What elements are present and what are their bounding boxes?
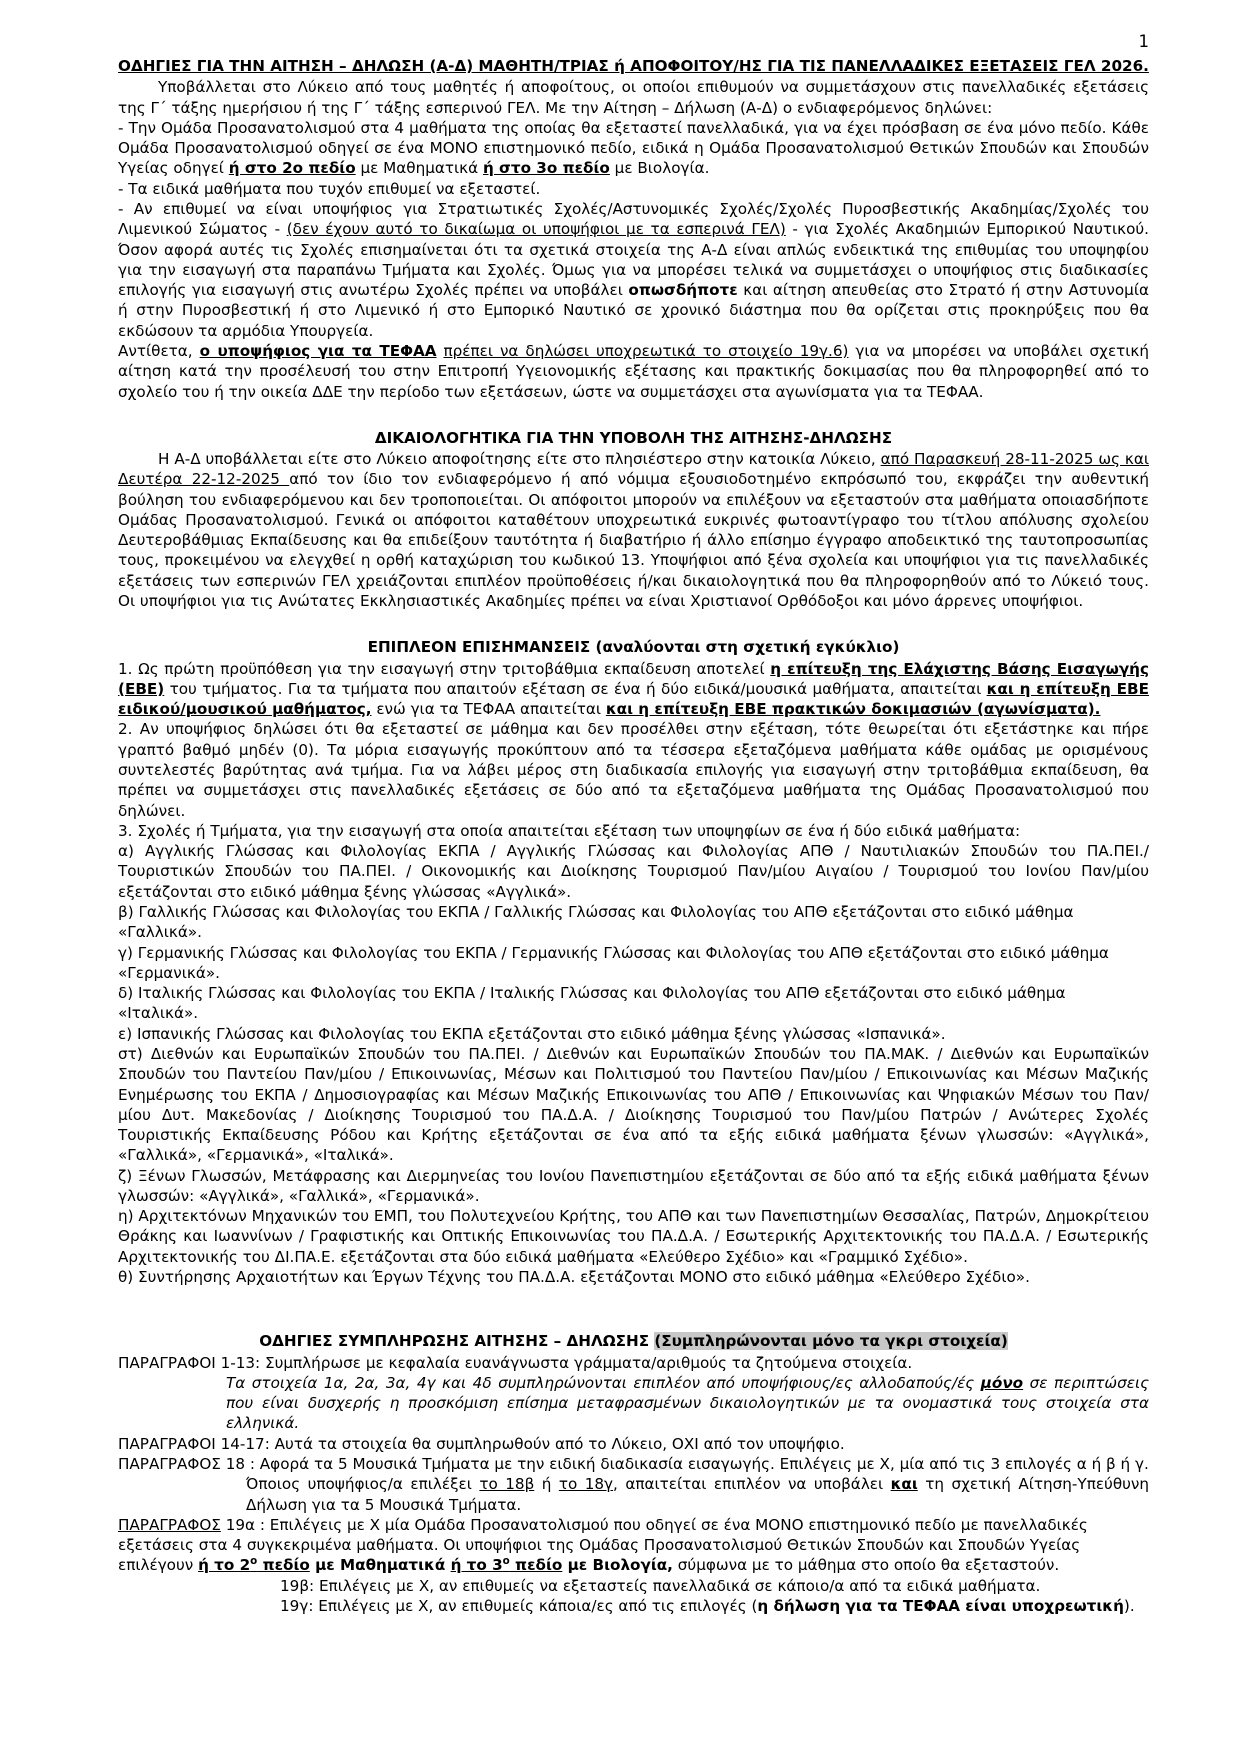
note-1-emph-1: η επίτευξη της Ελάχιστης Βάσης Εισαγωγής (ΕΒΕ) (118, 659, 1149, 698)
note-1-text-a: 1. Ως πρώτη προϋπόθεση για την εισαγωγή στην τριτοβάθμια εκπαίδευση αποτελεί (118, 659, 771, 678)
intro-bullet-1-emph-2: ή στο 3ο πεδίο (482, 159, 610, 178)
filling-18-bold: και (890, 1475, 918, 1494)
filling-18-text-a: Όποιος υποψήφιος/α επιλέξει (246, 1475, 480, 1494)
filling-19c-text-a: 19γ: Επιλέγεις με Χ, αν επιθυμείς κάποια/ες από τις επιλογές ( (280, 1596, 758, 1615)
filling-note-emph: μόνο (980, 1373, 1024, 1392)
intro-bullet-4-space (437, 342, 444, 360)
filling-19a-bold-1-suffix: πεδίο (257, 1556, 310, 1575)
filling-paragraph-19c (118, 1596, 1149, 1616)
intro-bullet-4-bold-underline: ο υποψήφιος για τα ΤΕΦΑΑ (199, 341, 437, 360)
documents-text-b: από τον ίδιο τον ενδιαφερόμενο ή από νόμιμα εξουσιοδοτημένο εκπρόσωπό του, εκφράζει την αυθεντική βούληση του ενδιαφερόμενου και δεν τροποποιείται. Οι απόφοιτοι μπορούν να επιλέξουν να εξεταστούν στα μαθήματα οποιασδήποτε Ομάδας Προσανατολισμού. Γενικά οι απόφοιτοι καταθέτουν υποχρεωτικά ευκρινές φωτοαντίγραφο του τίτλου απόλυσης σχολείου Δευτεροβάθμιας Εκπαίδευσης και θα επιδείξουν ταυτότητα ή διαβατήριο ή άλλο επίσημο έγγραφο αποδεικτικό της ταυτοπροσωπίας τους, προκειμένου να ελεγχθεί η ορθή καταχώριση του κωδικού 13. Υποψήφιοι από ξένα σχολεία και υποψήφιοι για τις πανελλαδικές εξετάσεις των εσπερινών ΓΕΛ χρειάζονται επιπλέον προϋποθέσεις ή/και δικαιολογητικά που θα πληροφορηθούν από το Λύκειό τους. Οι υποψήφιοι για τις Ανώτατες Εκκλησιαστικές Ακαδημίες πρέπει να είναι Χριστιανοί Ορθόδοξοι και μόνο άρρενες υποψήφιοι. (118, 470, 1149, 611)
note-2: 2. Αν υποψήφιος δηλώσει ότι θα εξεταστεί σε μάθημα και δεν προσέλθει στην εξέταση, τότε θεωρείται ότι εξετάστηκε και πήρε γραπτό βαθμό μηδέν (0). Τα μόρια εισαγωγής προκύπτουν από τα τέσσερα εξεταζόμενα μαθήματα κάθε ομάδας με ορισμένους συντελεστές βαρύτητας ανά τμήμα. Για να λάβει μέρος στη διαδικασία επιλογής για εισαγωγή στην τριτοβάθμια εκπαίδευση, θα πρέπει να συμμετάσχει στις πανελλαδικές εξετάσεις σε δύο από τα εξεταζόμενα μαθήματα της Ομάδας Προσανατολισμού που δηλώνει. (118, 720, 1149, 820)
intro-bullet-4-underline: πρέπει να δηλώσει υποχρεωτικά το στοιχείο 19γ.6) (443, 341, 849, 360)
document-title: ΟΔΗΓΙΕΣ ΓΙΑ ΤΗΝ ΑΙΤΗΣΗ – ΔΗΛΩΣΗ (Α-Δ) ΜΑΘΗΤΗ/ΤΡΙΑΣ ή ΑΠΟΦΟΙΤΟΥ/ΗΣ ΓΙΑ ΤΙΣ ΠΑΝΕΛΛΑΔΙΚΕΣ ΕΞΕΤΑΣΕΙΣ ΓΕΛ 2026. (118, 57, 1149, 75)
filling-paragraphs-1-13: ΠΑΡΑΓΡΑΦΟΙ 1-13: Συμπλήρωσε με κεφαλαία ευανάγνωστα γράμματα/αριθμούς τα ζητούμενα στοιχεία. (118, 1353, 913, 1372)
note-3-item-b: β) Γαλλικής Γλώσσας και Φιλολογίας του ΕΚΠΑ / Γαλλικής Γλώσσας και Φιλολογίας του ΑΠΘ εξετάζονται στο ειδικό μάθημα «Γαλλικά». (118, 902, 1074, 942)
filling-18-underline-1: το 18β (479, 1475, 535, 1494)
document-body (118, 56, 1149, 1616)
intro-bullet-1 (118, 118, 1149, 179)
documents-text-a: Η Α-Δ υποβάλλεται είτε στο Λύκειο αποφοίτησης είτε στο πλησιέστερο στην κατοικία Λύκειο, (158, 450, 881, 469)
page-number: 1 (1138, 32, 1149, 51)
intro-bullet-3 (118, 199, 1149, 341)
note-3-item-st: στ) Διεθνών και Ευρωπαϊκών Σπουδών του ΠΑ.ΠΕΙ. / Διεθνών και Ευρωπαϊκών Σπουδών του ΠΑ.ΜΑΚ. / Διεθνών και Ευρωπαϊκών Σπουδών του Παντείου Παν/μίου / Επικοινωνίας, Μέσων και Πολιτισμού του Παντείου Παν/μίου / Επικοινωνίας και Μέσων Μαζικής Ενημέρωσης του ΕΚΠΑ / Δημοσιογραφίας και Μέσων Μαζικής Επικοινωνίας του ΑΠΘ / Επικοινωνίας και Ψηφιακών Μέσων του Παν/μίου Δυτ. Μακεδονίας / Διοίκησης Τουρισμού του ΠΑ.Δ.Α. / Διοίκησης Τουρισμού του Παν/μίου Πατρών / Ανώτερες Σχολές Τουριστικής Εκπαίδευσης Ρόδου και Κρήτης εξετάζονται σε ένα από τα εξής ειδικά μαθήματα ξένων γλωσσών: «Αγγλικά», «Γαλλικά», «Γερμανικά», «Ιταλικά». (118, 1044, 1149, 1165)
note-3-item-c: γ) Γερμανικής Γλώσσας και Φιλολογίας του ΕΚΠΑ / Γερμανικής Γλώσσας και Φιλολογίας του ΑΠΘ εξετάζονται στο ειδικό μάθημα «Γερμανικά». (118, 943, 1109, 982)
intro-paragraph-1: Υποβάλλεται στο Λύκειο από τους μαθητές ή αποφοίτους, οι οποίοι επιθυμούν να συμμετάσχουν στις πανελλαδικές εξετάσεις της Γ΄ τάξης ημερήσιου ή της Γ΄ τάξης εσπερινού ΓΕΛ. Με την Αίτηση – Δήλωση (Α-Δ) ο ενδιαφερόμενος δηλώνει: (118, 78, 1149, 117)
filling-19a-bold-2 (451, 1556, 563, 1574)
filling-19c-text-b: ). (1123, 1596, 1135, 1615)
filling-paragraph-18: ΠΑΡΑΓΡΑΦΟΣ 18 : Αφορά τα 5 Μουσικά Τμήματα με την ειδική διαδικασία εισαγωγής. Επιλέγεις με Χ, μία από τις 3 επιλογές α ή β ή γ. (118, 1455, 1149, 1473)
intro-bullet-1-text-a: - Την Ομάδα Προσανατολισμού στα 4 μαθήματα της οποίας θα εξεταστεί πανελλαδικά, για να έχει πρόσβαση σε ένα μόνο πεδίο. Κάθε Ομάδα Προσανατολισμού οδηγεί σε ένα ΜΟΝΟ επιστημονικό πεδίο, ειδικά η Ομάδα Προσανατολισμού Θετικών Σπουδών και Σπουδών Υγείας οδηγεί (118, 118, 1149, 178)
note-1-emph-2: και η επίτευξη ΕΒΕ ειδικού/μουσικού μαθήματος, (118, 679, 1150, 719)
intro-bullet-3-text-b: - για Σχολές Ακαδημιών Εμπορικού Ναυτικού. Όσον αφορά αυτές τις Σχολές επισημαίνεται ότι τα σχετικά στοιχεία της Α-Δ είναι απλώς ενδεικτικά της επιθυμίας του υποψηφίου για την εισαγωγή στα παραπάνω Τμήματα και Σχολές. Όμως για να μπορέσει τελικά να συμμετάσχει ο υποψήφιος στις διαδικασίες επιλογής για εισαγωγή στις ανωτέρω Σχολές πρέπει να υποβάλει (118, 220, 1150, 300)
filling-19a-sup-1: ο (250, 1555, 258, 1568)
note-3: 3. Σχολές ή Τμήματα, για την εισαγωγή στα οποία απαιτείται εξέταση των υποψηφίων σε ένα ή δύο ειδικά μαθήματα: (118, 821, 1021, 840)
spacer (118, 1287, 1149, 1307)
filling-paragraph-19a (118, 1515, 1149, 1576)
filling-19a-text-b: με Μαθηματικά (309, 1556, 451, 1575)
section-heading-notes: ΕΠΙΠΛΕΟΝ ΕΠΙΣΗΜΑΝΣΕΙΣ (αναλύονται στη σχετική εγκύκλιο) (367, 638, 900, 657)
filling-19a-bold-2-suffix: πεδίο (509, 1556, 563, 1575)
filling-19a-sup-2: ο (502, 1555, 510, 1568)
note-1-text-b: του τμήματος. Για τα τμήματα που απαιτούν εξέταση σε ένα ή δύο ειδικά/μουσικά μαθήματα, απαιτείται (164, 679, 987, 698)
note-3-item-a: α) Αγγλικής Γλώσσας και Φιλολογίας ΕΚΠΑ / Αγγλικής Γλώσσας και Φιλολογίας ΑΠΘ / Ναυτιλιακών Σπουδών του ΠΑ.ΠΕΙ./ Τουριστικών Σπουδών του ΠΑ.ΠΕΙ. / Οικονομικής και Διοίκησης Τουρισμού Παν/μίου Αιγαίου / Τουρισμού του Ιονίου Παν/μίου εξετάζονται στο ειδικό μάθημα ξένης γλώσσας «Αγγλικά». (118, 842, 1149, 901)
filling-19a-text-a: 19α : Επιλέγεις με Χ μία Ομάδα Προσανατολισμού που οδηγεί σε ένα ΜΟΝΟ επιστημονικό πεδίο με πανελλαδικές εξετάσεις στα 4 συγκεκριμένα μαθήματα. Οι υποψήφιοι της Ομάδας Προσανατολισμού Θετικών Σπουδών και Σπουδών Υγείας επιλέγουν (118, 1515, 1088, 1575)
intro-bullet-4 (118, 341, 1149, 402)
intro-bullet-3-text-a: - Αν επιθυμεί να είναι υποψήφιος για Στρατιωτικές Σχολές/Αστυνομικές Σχολές/Σχολές Πυροσβεστικής Ακαδημίας/Σχολές του Λιμενικού Σώματος - (118, 199, 1149, 239)
filling-19a-bold-1 (198, 1556, 310, 1574)
filling-paragraphs-14-17: ΠΑΡΑΓΡΑΦΟΙ 14-17: Αυτά τα στοιχεία θα συμπληρωθούν από το Λύκειο, ΟΧΙ από τον υποψήφιο. (118, 1434, 845, 1453)
filling-paragraphs-1-13-note (118, 1373, 1149, 1434)
intro-bullet-1-text-c: με Βιολογία. (609, 159, 710, 178)
filling-heading-plain: ΟΔΗΓΙΕΣ ΣΥΜΠΛΗΡΩΣΗΣ ΑΙΤΗΣΗΣ – ΔΗΛΩΣΗΣ (259, 1332, 655, 1351)
intro-bullet-1-text-b: με Μαθηματικά (355, 159, 483, 178)
filling-19c-bold: η δήλωση για τα ΤΕΦΑΑ είναι υποχρεωτική (757, 1596, 1124, 1615)
filling-18-text-c: , απαιτείται επιπλέον να υποβάλει (613, 1475, 891, 1494)
filling-19a-bold-1-text: ή το 2 (198, 1556, 251, 1575)
note-3-item-z: ζ) Ξένων Γλωσσών, Μετάφρασης και Διερμηνείας του Ιονίου Πανεπιστημίου εξετάζονται σε δύο από τα εξής ειδικά μαθήματα ξένων γλωσσών: «Αγγλικά», «Γαλλικά», «Γερμανικά». (118, 1166, 1149, 1205)
filling-18-underline-2: το 18γ (558, 1475, 614, 1494)
section-heading-filling (118, 1331, 1149, 1351)
filling-note-text-a: Τα στοιχεία 1α, 2α, 3α, 4γ και 4δ συμπληρώνονται επιπλέον από υποψήφιους/ες αλλοδαπούς/ές (226, 1373, 981, 1392)
note-1 (118, 659, 1149, 720)
note-1-emph-3: και η επίτευξη ΕΒΕ πρακτικών δοκιμασιών (αγωνίσματα). (605, 700, 1101, 719)
intro-bullet-3-underline: (δεν έχουν αυτό το δικαίωμα οι υποψήφιοι με τα εσπερινά ΓΕΛ) (286, 220, 786, 239)
note-3-item-th: θ) Συντήρησης Αρχαιοτήτων και Έργων Τέχνης του ΠΑ.Δ.Α. εξετάζονται ΜΟΝΟ στο ειδικό μάθημα «Ελεύθερο Σχέδιο». (118, 1268, 1030, 1287)
intro-bullet-3-bold: οπωσδήποτε (628, 281, 738, 300)
documents-paragraph (118, 449, 1149, 611)
note-3-item-i: η) Αρχιτεκτόνων Μηχανικών του ΕΜΠ, του Πολυτεχνείου Κρήτης, του ΑΠΘ και των Πανεπιστημίων Θεσσαλίας, Πατρών, Δημοκρίτειου Θράκης και Ιωαννίνων / Γραφιστικής και Οπτικής Επικοινωνίας του ΠΑ.Δ.Α. / Εσωτερικής Αρχιτεκτονικής του ΠΑ.Δ.Α. / Εσωτερικής Αρχιτεκτονικής του ΔΙ.ΠΑ.Ε. εξετάζονται στα δύο ειδικά μαθήματα «Ελεύθερο Σχέδιο» και «Γραμμικό Σχέδιο». (118, 1207, 1149, 1266)
note-3-item-d: δ) Ιταλικής Γλώσσας και Φιλολογίας του ΕΚΠΑ / Ιταλικής Γλώσσας και Φιλολογίας του ΑΠΘ εξετάζονται στο ειδικό μάθημα «Ιταλικά». (118, 984, 1066, 1023)
filling-19a-text-d: σύμφωνα με το μάθημα στο οποίο θα εξεταστούν. (672, 1556, 1060, 1575)
filling-18-text-d: τη σχετική Αίτηση-Υπεύθυνη Δήλωση για τα 5 Μουσικά Τμήματα. (246, 1475, 1150, 1514)
intro-bullet-1-emph-1: ή στο 2ο πεδίο (228, 159, 356, 178)
filling-19a-label: ΠΑΡΑΓΡΑΦΟΣ (118, 1515, 221, 1534)
documents-dates-underline: από Παρασκευή 28-11-2025 ως και Δευτέρα 22-12-2025 (118, 450, 1149, 489)
filling-note-text-b: σε περιπτώσεις που είναι δυσχερής η προσκόμιση επίσημα μεταφρασμένων δικαιολογητικών με τα ονομαστικά τους στοιχεία στα ελληνικά. (226, 1373, 1149, 1433)
section-heading-documents: ΔΙΚΑΙΟΛΟΓΗΤΙΚΑ ΓΙΑ ΤΗΝ ΥΠΟΒΟΛΗ ΤΗΣ ΑΙΤΗΣΗΣ-ΔΗΛΩΣΗΣ (374, 428, 893, 447)
filling-paragraph-19b: 19β: Επιλέγεις με Χ, αν επιθυμείς να εξεταστείς πανελλαδικά σε κάποιο/α από τα ειδικά μαθήματα. (280, 1576, 1041, 1595)
intro-bullet-4-text-c: για να μπορέσει να υποβάλει σχετική αίτηση κατά την προσέλευσή του στην Επιτροπή Υγειονομικής εξέτασης και πρακτικής δοκιμασίας που θα πληροφορηθεί από το σχολείο του ή την οικεία ΔΔΕ την περίοδο των εξετάσεων, ώστε να συμμετάσχει στα αγωνίσματα για τα ΤΕΦΑΑ. (118, 341, 1150, 401)
intro-bullet-2: - Τα ειδικά μαθήματα που τυχόν επιθυμεί να εξεταστεί. (118, 179, 541, 198)
note-3-item-e: ε) Ισπανικής Γλώσσας και Φιλολογίας του ΕΚΠΑ εξετάζονται στο ειδικό μάθημα ξένης γλώσσας «Ισπανικά». (118, 1024, 946, 1043)
intro-bullet-4-text-a: Αντίθετα, (118, 341, 200, 360)
filling-19a-bold-2-text: ή το 3 (450, 1556, 503, 1575)
intro-bullet-3-text-c: και αίτηση απευθείας στο Στρατό ή στην Αστυνομία ή στην Πυροσβεστική ή στο Λιμενικό ή στο Εμπορικό Ναυτικό σε χρονικό διάστημα που θα ορίζεται στις προκηρύξεις που θα εκδώσουν τα αρμόδια Υπουργεία. (118, 281, 1149, 340)
filling-18-text-b: ή (534, 1475, 559, 1494)
note-1-text-c: ενώ για τα ΤΕΦΑΑ απαιτείται (371, 700, 606, 719)
filling-paragraph-18-note (118, 1474, 1149, 1515)
filling-19a-text-c: με Βιολογία, (562, 1556, 673, 1575)
filling-heading-highlight: (Συμπληρώνονται μόνο τα γκρι στοιχεία) (654, 1332, 1008, 1351)
